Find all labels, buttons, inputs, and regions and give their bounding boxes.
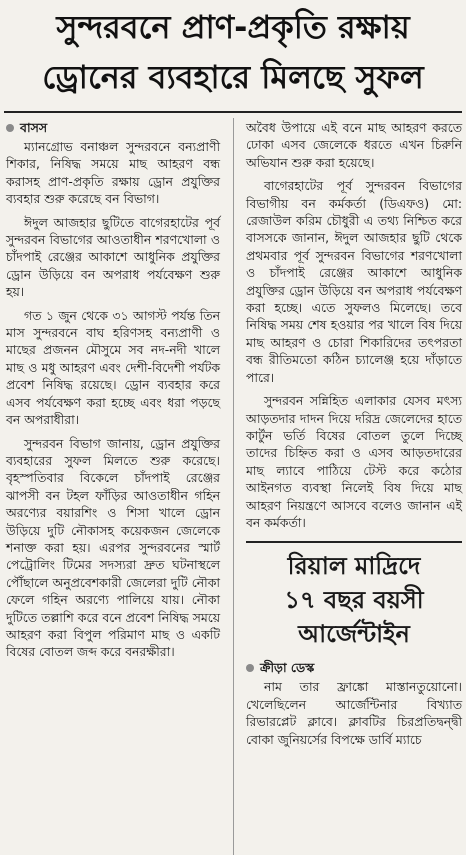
second-article-headline xyxy=(246,541,462,651)
article-paragraph: বাগেরহাটের পূর্ব সুন্দরবন বিভাগের বিভাগীয় বন কর্মকর্তা (ডিএফও) মো: রেজাউল করিম চৌধুরী এ তথ্য নিশ্চিত করে বাসসকে জানান, ঈদুল আজহার ছুটি থেকে প্রথমবার পূর্ব সুন্দরবন বিভাগের শরণখোলা ও চাঁদপাই রেঞ্জের আকাশে আধুনিক প্রযুক্তির ড্রোন উড়িয়ে বন অপরাধ পর্যবেক্ষণ করা হচ্ছে। এতে সুফলও মিলেছে। তবে নিষিদ্ধ সময় শেষ হওয়ার পর খালে বিষ দিয়ে মাছ আহরণ ও চোরা শিকারিদের তৎপরতা বন্ধ রীতিমতো কঠিন চ্যালেঞ্জ হয়ে দাঁড়াতে পারে। xyxy=(246,178,462,385)
article-paragraph: গত ১ জুন থেকে ৩১ আগস্ট পর্যন্ত তিন মাস সুন্দরবনে বাঘ হরিণসহ বন্যপ্রাণী ও মাছের প্রজনন মৌসুমে সব নদ-নদী খালে মাছ ও মধু আহরণ এবং দেশী-বিদেশী পর্যটক প্রবেশ নিষিদ্ধ রয়েছে। ড্রোন ব্যবহার করে এসব পর্যবেক্ষণ করা হচ্ছে এবং ধরা পড়ছে বন অপরাধীরা। xyxy=(6,307,220,428)
second-dateline-text: ক্রীড়া ডেস্ক xyxy=(260,660,315,676)
dateline xyxy=(6,119,220,136)
column-divider xyxy=(233,118,234,855)
second-headline-line-2: ১৭ বছর বয়সী xyxy=(284,586,424,615)
headline-line-2: ড্রোনের ব্যবহারে মিলছে সুফল xyxy=(42,58,424,96)
second-headline-line-3: আর্জেন্টাইন xyxy=(298,620,410,649)
second-headline-line-1: রিয়াল মাদ্রিদে xyxy=(287,552,421,581)
bullet-icon xyxy=(246,664,254,672)
headline xyxy=(0,2,466,102)
dateline-text: বাসস xyxy=(20,120,48,135)
headline-line-1: সুন্দরবনে প্রাণ-প্রকৃতি রক্ষায় xyxy=(56,8,410,46)
article-column-right xyxy=(246,119,462,754)
article-paragraph: সুন্দরবন সন্নিহিত এলাকার যেসব মৎস্য আড়তদার দাদন দিয়ে দরিদ্র জেলেদের হাতে কার্টুন ভর্তি বিষের বোতল তুলে দিচ্ছে তাদের চিহ্নিত করা ও এসব আড়তদারের মাছ ল্যাবে পাঠিয়ে টেস্ট করে কঠোর আইনগত ব্যবস্থা নিলেই বিষ দিয়ে মাছ আহরণ নিয়ন্ত্রণে আসবে বলেও জানান এই বন কর্মকর্তা। xyxy=(246,393,462,530)
bullet-icon xyxy=(6,124,14,132)
second-article-paragraph: নাম তার ফ্রাঙ্কো মাস্তানতুয়োনো। খেলেছিলেন আর্জেন্টিনার বিখ্যাত রিভারপ্লেট ক্লাবে। ক্লাবটির চিরপ্রতিদ্বন্দ্বী বোকা জুনিয়র্সের বিপক্ষে ডার্বি ম্যাচে xyxy=(246,679,462,747)
headline-rule xyxy=(4,111,462,113)
article-paragraph: ঈদুল আজহার ছুটিতে বাগেরহাটের পূর্ব সুন্দরবন বিভাগের আওতাধীন শরণখোলা ও চাঁদপাই রেঞ্জের আকাশে আধুনিক প্রযুক্তির ড্রোন উড়িয়ে বন অপরাধ পর্যবেক্ষণ শুরু হয়। xyxy=(6,214,220,300)
article-paragraph: ম্যানগ্রোভ বনাঞ্চল সুন্দরবনে বন্যপ্রাণী শিকার, নিষিদ্ধ সময়ে মাছ আহরণ বন্ধ করাসহ প্রাণ-প্রকৃতি রক্ষায় ড্রোন প্রযুক্তির ব্যবহার শুরু করেছে বন বিভাগ। xyxy=(6,139,220,207)
article-column-left xyxy=(6,119,220,667)
article-paragraph: অবৈধ উপায়ে এই বনে মাছ আহরণ করতে ঢোকা এসব জেলেকে ধরতে এখন চিরুনি অভিযান শুরু করা হয়েছে। xyxy=(246,120,462,170)
article-paragraph: সুন্দরবন বিভাগ জানায়, ড্রোন প্রযুক্তির ব্যবহারের সুফল মিলতে শুরু করেছে। বৃহস্পতিবার বিকেলে চাঁদপাই রেঞ্জের ঝাপসী বন টহল ফাঁড়ির আওতাধীন গহিন অরণ্যের বয়ারশিং ও শিসা খালে ড্রোন উড়িয়ে দুটি নৌকাসহ কয়েকজন জেলেকে শনাক্ত করা হয়। এরপর সুন্দরবনের স্মার্ট পেট্রোলিং টিমের সদস্যরা দ্রুত ঘটনাস্থলে পৌঁছালে অনুপ্রবেশকারী জেলেরা দুটি নৌকা ফেলে গহিন অরণ্যে পালিয়ে যায়। নৌকা দুটিতে তল্লাশি করে বনে প্রবেশ নিষিদ্ধ সময়ে আহরণ করা বিপুল পরিমাণ মাছ ও একটি বিষের বোতল জব্দ করে বনরক্ষীরা। xyxy=(6,435,220,660)
second-article-dateline xyxy=(246,659,462,676)
